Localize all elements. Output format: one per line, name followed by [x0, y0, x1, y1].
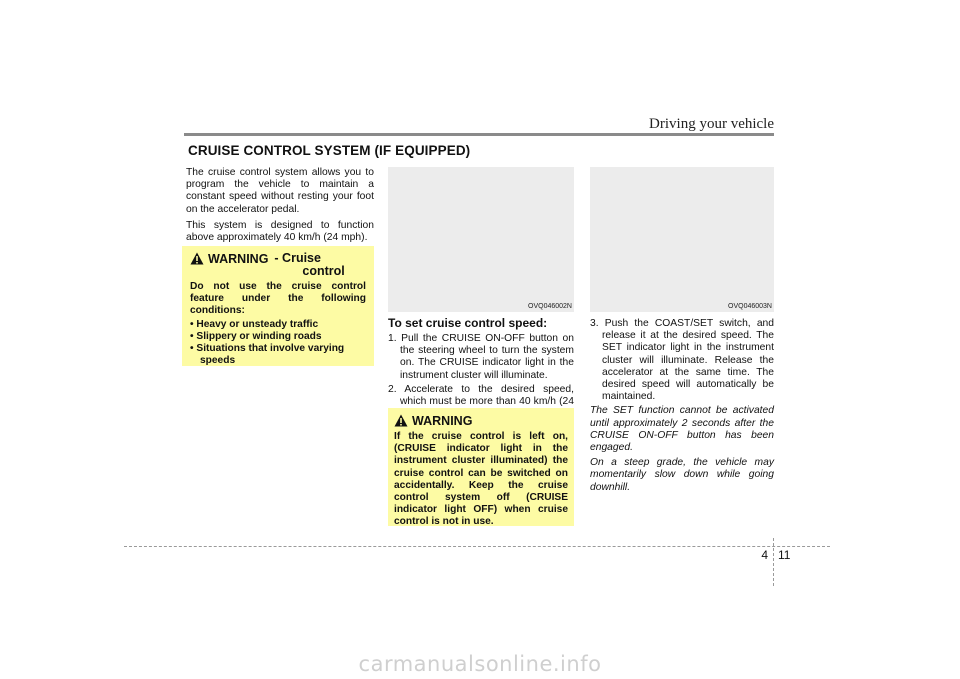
- running-header: Driving your vehicle: [649, 116, 774, 132]
- warning-box-accidental-activation: [388, 408, 574, 526]
- warning-header: [190, 252, 366, 278]
- note-text: The SET function cannot be activated until approximately 2 seconds after the CRUISE ON-OFF button has been engaged.: [590, 405, 774, 454]
- section-title: CRUISE CONTROL SYSTEM (IF EQUIPPED): [188, 143, 471, 158]
- figure-cruise-on-off-button: [388, 167, 574, 312]
- intro-paragraph: The cruise control system allows you to program the vehicle to maintain a constant speed without resting your foot on the accelerator pedal.: [186, 167, 374, 215]
- continued-steps-column: [590, 318, 774, 494]
- warning-intro: Do not use the cruise control feature under the following conditions:: [190, 281, 366, 317]
- watermark: carmanualsonline.info: [358, 652, 602, 676]
- warning-header: [394, 414, 568, 428]
- figure-code: OVQ046002N: [528, 303, 572, 310]
- warning-label: WARNING: [208, 252, 269, 266]
- intro-column: [186, 167, 374, 244]
- footer-divider: [773, 538, 774, 586]
- footer-rule: [124, 546, 830, 547]
- list-item: 1. Pull the CRUISE ON-OFF button on the steering wheel to turn the system on. The CRUISE indicator light in the instrument cluster will illuminate.: [388, 333, 574, 381]
- intro-paragraph: This system is designed to function above approximately 40 km/h (24 mph).: [186, 219, 374, 244]
- note-text: On a steep grade, the vehicle may momentarily slow down while going downhill.: [590, 457, 774, 493]
- warning-subtitle-line: - Cruise: [274, 251, 321, 265]
- list-item: • Heavy or unsteady traffic: [190, 319, 366, 331]
- header-rule: [184, 133, 774, 136]
- page-section-number: 4: [761, 548, 768, 562]
- warning-text: If the cruise control is left on, (CRUISE indicator light in the instrument cluster illuminated) the cruise control can be switched on accidentally. Keep the cruise control system off (CRUISE indicator light OFF) when cruise control is not in use.: [394, 431, 568, 528]
- warning-label: WARNING: [412, 414, 473, 428]
- figure-code: OVQ046003N: [728, 303, 772, 310]
- list-item: • Situations that involve varying speeds: [190, 343, 366, 367]
- figure-coast-set-switch: [590, 167, 774, 312]
- steps-list: [590, 318, 774, 403]
- list-item: 2. Accelerate to the desired speed, which must be more than 40 km/h (24: [388, 383, 574, 408]
- warning-triangle-icon: [190, 252, 204, 265]
- warning-subtitle-line: control: [302, 264, 345, 278]
- warning-triangle-icon: [394, 414, 408, 427]
- list-item: 3. Push the COAST/SET switch, and release it at the desired speed. The SET indicator light in the instrument cluster will illuminate. Release the accelerator at the same time. The desired speed will automatically be maintained.: [590, 318, 774, 403]
- subsection-heading: To set cruise control speed:: [388, 316, 548, 330]
- warning-conditions-list: [190, 319, 366, 368]
- warning-subtitle: [274, 252, 344, 278]
- warning-box-cruise-control: [182, 246, 374, 366]
- list-item: • Slippery or winding roads: [190, 331, 366, 343]
- page-number: 11: [778, 548, 791, 562]
